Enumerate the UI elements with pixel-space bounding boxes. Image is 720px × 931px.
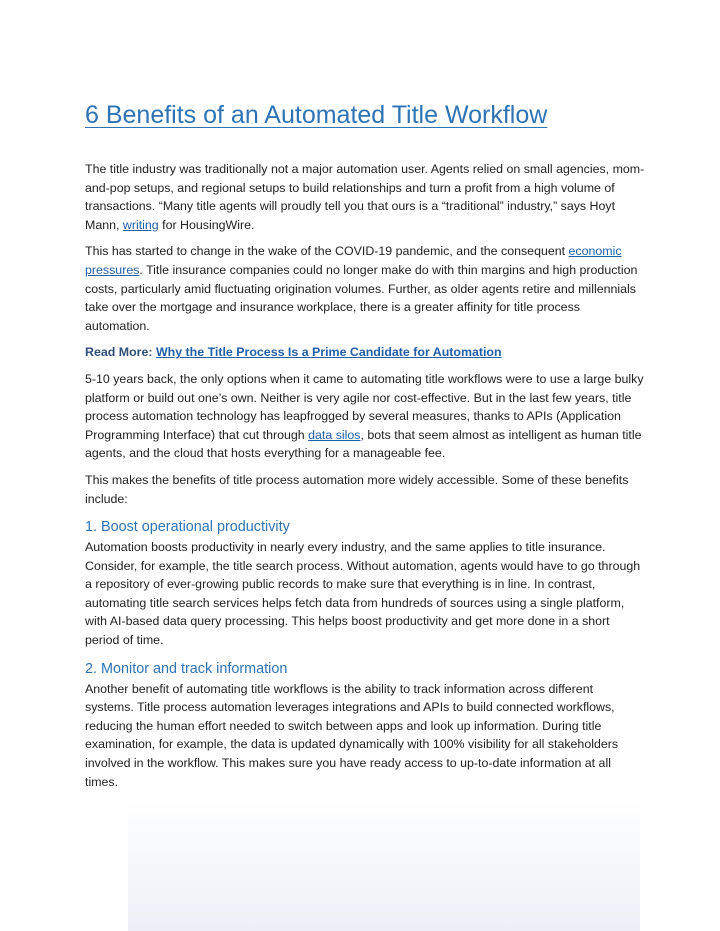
- page-title: 6 Benefits of an Automated Title Workflow: [85, 101, 548, 129]
- section-heading-monitor: 2. Monitor and track information: [85, 660, 288, 677]
- writing-link[interactable]: writing: [122, 217, 159, 232]
- read-more-link[interactable]: Why the Title Process Is a Prime Candidate for Automation: [155, 345, 502, 360]
- benefits-intro: This makes the benefits of title process automation more widely accessible. Some of these benefits include:: [85, 472, 629, 506]
- covid-text: This has started to change in the wake of the COVID-19 pandemic, and the consequent: [85, 244, 569, 259]
- read-more: [85, 343, 645, 362]
- data-silos-link[interactable]: data silos: [308, 427, 361, 442]
- section-text-monitor: Another benefit of automating title workflows is the ability to track information across different systems. Title process automation leverages integrations and APIs to build connected workflows, reducing the human effort needed to switch between apps and look up information. During title examination, for example, the data is updated dynamically with 100% visibility for all stakeholders involved in the workflow. This makes sure you have ready access to up-to-date information at all times.: [85, 681, 619, 789]
- article-body: [85, 160, 645, 799]
- history-paragraph: [85, 370, 645, 463]
- intro-text-end: for HousingWire.: [158, 217, 255, 232]
- economic-pressures-link[interactable]: economic pressures: [85, 244, 622, 277]
- faded-background-panel: [128, 800, 640, 931]
- intro-paragraph: [85, 160, 645, 234]
- covid-text-end: . Title insurance companies could no longer make do with thin margins and high production costs, particularly amid fluctuating origination volumes. Further, as older agents retire and millennials take over the mortgage and insurance workplace, there is a greater affinity for title process automation.: [85, 262, 638, 333]
- intro-text: The title industry was traditionally not a major automation user. Agents relied on small agencies, mom-and-pop setups, and regional setups to build relationships and turn a profit from a high volume of transactions. “Many title agents will proudly tell you that ours is a “traditional” industry,” says Hoyt Mann,: [85, 162, 645, 232]
- read-more-label: Read More:: [85, 345, 153, 360]
- section-heading-productivity: 1. Boost operational productivity: [85, 519, 290, 536]
- section-text-productivity: Automation boosts productivity in nearly every industry, and the same applies to title insurance. Consider, for example, the title search process. Without automation, agents would have to go through a repository of ever-growing public records to make sure that everything is in line. In contrast, automating title search services helps fetch data from hundreds of sources using a single platform, with AI-based data query processing. This helps boost productivity and get more done in a short period of time.: [85, 540, 641, 648]
- covid-paragraph: [85, 242, 645, 335]
- history-text-end: , bots that seem almost as intelligent as human title agents, and the cloud that hosts everything for a manageable fee.: [85, 427, 642, 461]
- history-text: 5-10 years back, the only options when it came to automating title workflows were to use a large bulky platform or build out one’s own. Neither is very agile nor cost-effective. But in the last few years, title process automation technology has leapfrogged by several measures, thanks to APIs (Application Programming Interface) that cut through: [85, 371, 644, 442]
